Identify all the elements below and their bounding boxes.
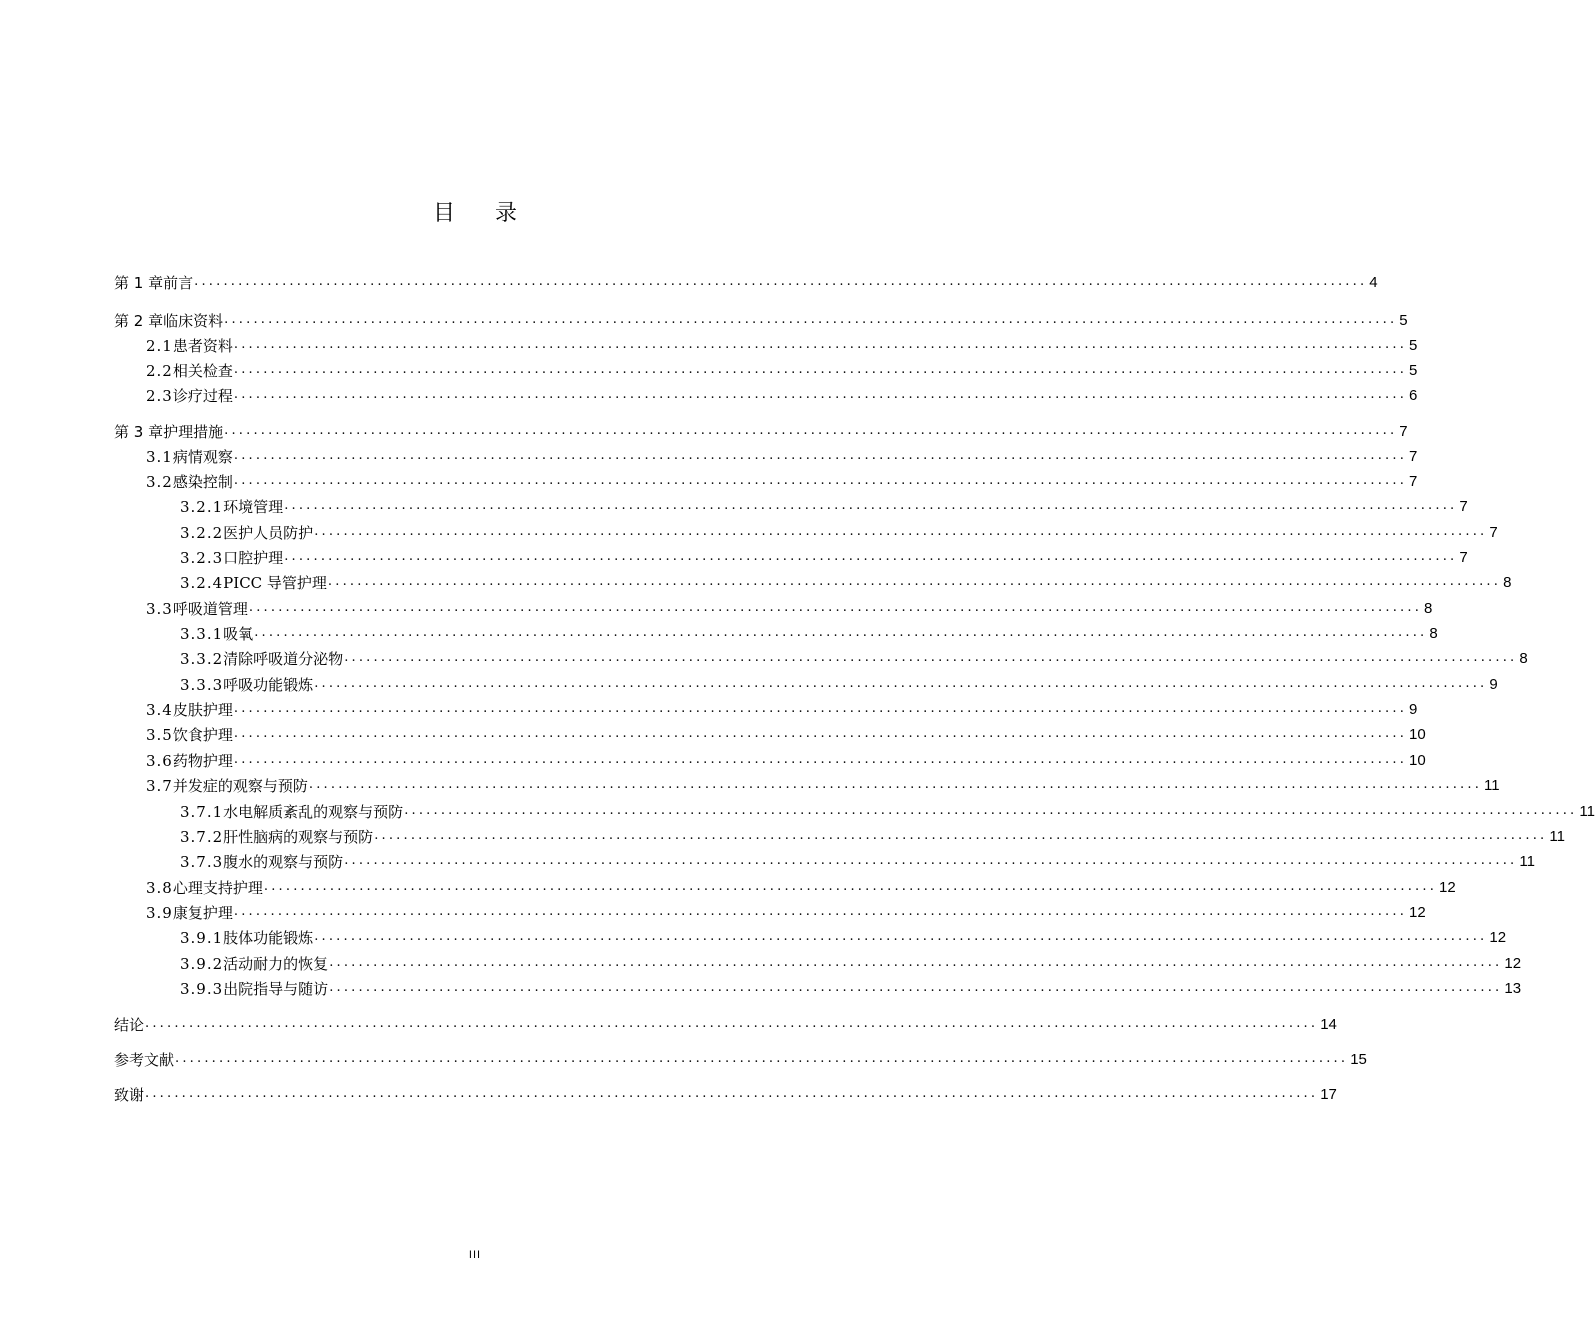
toc-entry[interactable] bbox=[180, 923, 1507, 947]
toc-entry-label: PICC 导管护理 bbox=[223, 574, 327, 592]
toc-leader-dots: ................................................................................................................................................................ bbox=[233, 387, 1408, 402]
toc-entry-label: 清除呼吸道分泌物 bbox=[223, 650, 344, 668]
toc-entry-label: 肝性脑病的观察与预防 bbox=[223, 828, 374, 846]
toc-leader-dots: ................................................................................................................................................................ bbox=[224, 423, 1398, 438]
toc-entry-number: 3.7 bbox=[146, 777, 173, 795]
toc-entry[interactable] bbox=[146, 898, 1426, 922]
toc-entry[interactable] bbox=[146, 695, 1418, 719]
toc-entry-label: 诊疗过程 bbox=[172, 387, 233, 405]
toc-entry-page: 7 bbox=[1489, 524, 1498, 541]
toc-entry-page: 7 bbox=[1409, 448, 1418, 465]
toc-entry-page: 6 bbox=[1409, 387, 1418, 404]
toc-entry[interactable] bbox=[180, 492, 1468, 516]
toc-leader-dots: ................................................................................................................................................................ bbox=[233, 337, 1408, 352]
toc-title bbox=[0, 196, 950, 227]
toc-leader-dots: ................................................................................................................................................................ bbox=[404, 803, 1578, 818]
toc-entry-page: 11 bbox=[1484, 777, 1500, 794]
toc-leader-dots: ................................................................................................................................................................ bbox=[145, 1016, 1319, 1031]
toc-entry-number: 3.4 bbox=[146, 701, 173, 719]
toc-entry-label: 口腔护理 bbox=[223, 549, 284, 567]
toc-entry-label: 呼吸道管理 bbox=[172, 600, 248, 618]
toc-entry[interactable] bbox=[114, 268, 1378, 292]
toc-entry-label: 相关检查 bbox=[172, 362, 233, 380]
toc-leader-dots: ................................................................................................................................................................ bbox=[233, 448, 1408, 463]
toc-leader-dots: ................................................................................................................................................................ bbox=[327, 574, 1502, 589]
toc-leader-dots: ................................................................................................................................................................ bbox=[284, 549, 1458, 564]
toc-entry-page: 5 bbox=[1409, 362, 1418, 379]
toc-entry-page: 12 bbox=[1504, 955, 1522, 972]
toc-entry[interactable] bbox=[146, 746, 1426, 770]
toc-entry-number: 3.2 bbox=[146, 473, 173, 491]
toc-entry[interactable] bbox=[180, 949, 1522, 973]
toc-entry-number: 3.2.1 bbox=[180, 498, 224, 516]
toc-entry-label: 腹水的观察与预防 bbox=[223, 853, 344, 871]
toc-entry-number: 3.3.3 bbox=[180, 676, 224, 694]
toc-entry-label: 致谢 bbox=[114, 1086, 145, 1104]
toc-entry-number: 2.2 bbox=[146, 362, 173, 380]
toc-entry-number: 3.7.2 bbox=[180, 828, 224, 846]
toc-entry-number: 3.6 bbox=[146, 752, 173, 770]
toc-entry[interactable] bbox=[114, 1045, 1367, 1069]
toc-leader-dots: ................................................................................................................................................................ bbox=[233, 752, 1408, 767]
toc-entry-page: 12 bbox=[1409, 904, 1426, 921]
toc-entry-page: 7 bbox=[1459, 549, 1468, 566]
toc-entry-number: 3.7.3 bbox=[180, 853, 224, 871]
toc-title-char-1: 目 bbox=[432, 201, 455, 226]
toc-entry-page: 7 bbox=[1409, 473, 1418, 490]
toc-entry-page: 14 bbox=[1320, 1016, 1337, 1033]
toc-entry-page: 12 bbox=[1439, 879, 1456, 896]
toc-leader-dots: ................................................................................................................................................................ bbox=[329, 980, 1503, 995]
toc-entry[interactable] bbox=[146, 467, 1418, 491]
toc-entry-number: 2.3 bbox=[146, 387, 173, 405]
toc-entry[interactable] bbox=[146, 356, 1418, 380]
toc-entry-label: 饮食护理 bbox=[172, 726, 233, 744]
toc-entry[interactable] bbox=[180, 518, 1498, 542]
toc-entry-page: 15 bbox=[1350, 1051, 1367, 1068]
toc-entry[interactable] bbox=[180, 644, 1528, 668]
toc-entry-page: 4 bbox=[1369, 274, 1378, 291]
toc-entry[interactable] bbox=[146, 720, 1426, 744]
toc-entry-number: 3.3.2 bbox=[180, 650, 224, 668]
toc-entry-page: 10 bbox=[1409, 726, 1426, 743]
toc-leader-dots: ................................................................................................................................................................ bbox=[233, 904, 1408, 919]
toc-entry-page: 9 bbox=[1489, 676, 1498, 693]
toc-entry-label: 医护人员防护 bbox=[223, 524, 314, 542]
toc-leader-dots: ................................................................................................................................................................ bbox=[224, 312, 1398, 327]
toc-entry-number: 3.5 bbox=[146, 726, 173, 744]
toc-leader-dots: ................................................................................................................................................................ bbox=[233, 473, 1408, 488]
toc-leader-dots: ................................................................................................................................................................ bbox=[175, 1051, 1349, 1066]
toc-entry-page: 5 bbox=[1399, 312, 1408, 329]
toc-entry-number: 3.2.3 bbox=[180, 549, 224, 567]
toc-entry-label: 临床资料 bbox=[163, 312, 224, 330]
toc-entry-page: 8 bbox=[1503, 574, 1512, 591]
toc-entry-page: 8 bbox=[1424, 600, 1433, 617]
toc-entry-page: 7 bbox=[1399, 423, 1408, 440]
toc-entry-number: 3.3.1 bbox=[180, 625, 224, 643]
toc-leader-dots: ................................................................................................................................................................ bbox=[145, 1086, 1319, 1101]
toc-leader-dots: ................................................................................................................................................................ bbox=[263, 879, 1438, 894]
toc-entry-number: 3.3 bbox=[146, 600, 173, 618]
toc-entry-label: 参考文献 bbox=[114, 1051, 175, 1069]
toc-entry-label: 结论 bbox=[114, 1016, 145, 1034]
toc-entry-number: 3.9.1 bbox=[180, 929, 224, 947]
toc-entry[interactable] bbox=[146, 873, 1456, 897]
toc-entry[interactable] bbox=[146, 594, 1433, 618]
toc-entry[interactable] bbox=[180, 619, 1438, 643]
toc-entry-page: 7 bbox=[1459, 498, 1468, 515]
toc-title-char-2: 录 bbox=[495, 201, 518, 226]
toc-entry[interactable] bbox=[180, 822, 1565, 846]
toc-leader-dots: ................................................................................................................................................................ bbox=[374, 828, 1548, 843]
toc-entry-page: 8 bbox=[1429, 625, 1438, 642]
toc-entry-page: 10 bbox=[1409, 752, 1426, 769]
toc-leader-dots: ................................................................................................................................................................ bbox=[254, 625, 1428, 640]
toc-entry[interactable] bbox=[180, 974, 1522, 998]
toc-entry-label: 前言 bbox=[163, 274, 194, 292]
toc-leader-dots: ................................................................................................................................................................ bbox=[284, 498, 1458, 513]
toc-entry-number: 第 3 章 bbox=[114, 423, 164, 441]
toc-leader-dots: ................................................................................................................................................................ bbox=[344, 853, 1518, 868]
toc-entry-page: 11 bbox=[1519, 853, 1535, 870]
toc-entry[interactable] bbox=[146, 331, 1418, 355]
toc-entry[interactable] bbox=[114, 306, 1408, 330]
toc-entry-label: 药物护理 bbox=[172, 752, 233, 770]
toc-entry[interactable] bbox=[180, 568, 1512, 592]
toc-entry-label: 环境管理 bbox=[223, 498, 284, 516]
toc-entry[interactable] bbox=[146, 771, 1500, 795]
toc-entry-number: 2.1 bbox=[146, 337, 173, 355]
toc-entry-label: 病情观察 bbox=[172, 448, 233, 466]
toc-entry-label: 水电解质紊乱的观察与预防 bbox=[223, 803, 404, 821]
toc-entry-number: 第 2 章 bbox=[114, 312, 164, 330]
toc-leader-dots: ................................................................................................................................................................ bbox=[314, 676, 1488, 691]
toc-entry-number: 3.9.3 bbox=[180, 980, 224, 998]
toc-entry-number: 3.9.2 bbox=[180, 955, 224, 973]
toc-entry-page: 9 bbox=[1409, 701, 1418, 718]
toc-entry-label: 呼吸功能锻炼 bbox=[223, 676, 314, 694]
toc-entry-label: 患者资料 bbox=[172, 337, 233, 355]
toc-entry-page: 11 bbox=[1549, 828, 1565, 845]
toc-entry-label: 康复护理 bbox=[172, 904, 233, 922]
toc-entry[interactable] bbox=[114, 1010, 1337, 1034]
toc-entry-page: 8 bbox=[1519, 650, 1528, 667]
toc-entry-number: 3.1 bbox=[146, 448, 173, 466]
toc-entry-label: 出院指导与随访 bbox=[223, 980, 329, 998]
toc-entry[interactable] bbox=[180, 543, 1468, 567]
toc-leader-dots: ................................................................................................................................................................ bbox=[314, 524, 1488, 539]
toc-leader-dots: ................................................................................................................................................................ bbox=[248, 600, 1423, 615]
toc-entry[interactable] bbox=[146, 442, 1418, 466]
toc-entry-page: 5 bbox=[1409, 337, 1418, 354]
toc-leader-dots: ................................................................................................................................................................ bbox=[233, 726, 1408, 741]
toc-leader-dots: ................................................................................................................................................................ bbox=[329, 955, 1503, 970]
toc-entry-label: 心理支持护理 bbox=[172, 879, 263, 897]
toc-entry-label: 并发症的观察与预防 bbox=[172, 777, 308, 795]
toc-leader-dots: ................................................................................................................................................................ bbox=[233, 701, 1408, 716]
toc-leader-dots: ................................................................................................................................................................ bbox=[344, 650, 1518, 665]
toc-leader-dots: ................................................................................................................................................................ bbox=[314, 929, 1488, 944]
toc-entry-page: 13 bbox=[1504, 980, 1522, 997]
toc-entry[interactable] bbox=[114, 1080, 1337, 1104]
toc-entry-page: 17 bbox=[1320, 1086, 1337, 1103]
toc-entry-number: 3.9 bbox=[146, 904, 173, 922]
toc-entry[interactable] bbox=[146, 381, 1418, 405]
toc-entry[interactable] bbox=[180, 797, 1595, 821]
toc-leader-dots: ................................................................................................................................................................ bbox=[308, 777, 1483, 792]
toc-entry-number: 3.2.4 bbox=[180, 574, 224, 592]
toc-entry-label: 活动耐力的恢复 bbox=[223, 955, 329, 973]
toc-entry[interactable] bbox=[114, 417, 1408, 441]
toc-entry-label: 皮肤护理 bbox=[172, 701, 233, 719]
toc-entry-label: 护理措施 bbox=[163, 423, 224, 441]
toc-leader-dots: ................................................................................................................................................................ bbox=[194, 274, 1368, 289]
toc-entry-number: 3.8 bbox=[146, 879, 173, 897]
toc-entry[interactable] bbox=[180, 670, 1498, 694]
toc-entry-number: 3.2.2 bbox=[180, 524, 224, 542]
toc-entry-number: 第 1 章 bbox=[114, 274, 164, 292]
toc-entry-number: 3.7.1 bbox=[180, 803, 224, 821]
page-number: III bbox=[468, 1249, 482, 1261]
toc-entry-label: 感染控制 bbox=[172, 473, 233, 491]
toc-entry-page: 12 bbox=[1489, 929, 1507, 946]
toc-entry-label: 吸氧 bbox=[223, 625, 254, 643]
toc-entry-page: 11 bbox=[1579, 803, 1595, 820]
toc-entry-label: 肢体功能锻炼 bbox=[223, 929, 314, 947]
toc-entry[interactable] bbox=[180, 847, 1535, 871]
toc-leader-dots: ................................................................................................................................................................ bbox=[233, 362, 1408, 377]
